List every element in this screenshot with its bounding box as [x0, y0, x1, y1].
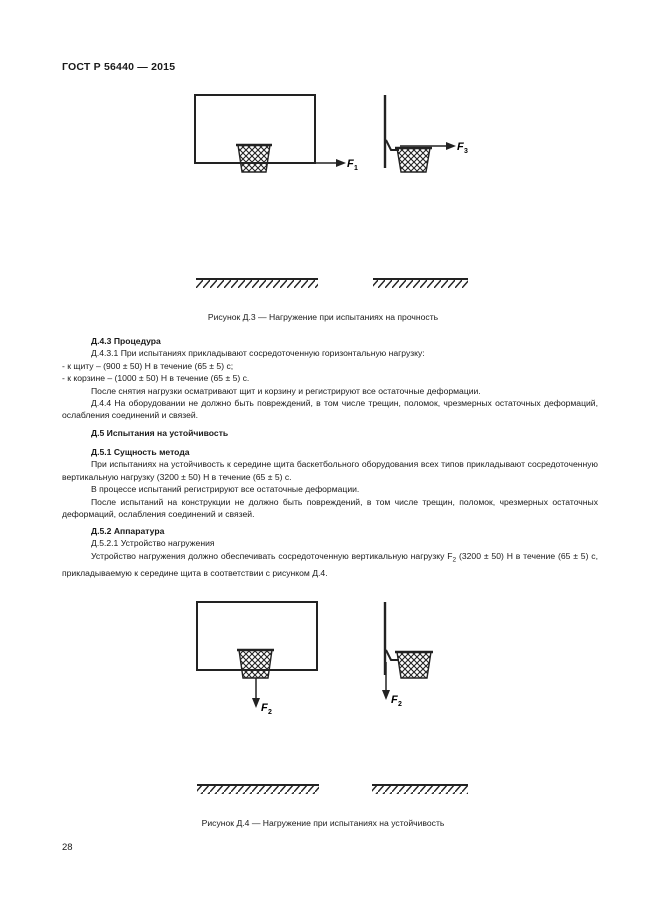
para-d521-body — [62, 550, 598, 580]
para-d521: Д.5.2.1 Устройство нагружения — [91, 538, 215, 549]
heading-d43: Д.4.3 Процедура — [91, 336, 161, 346]
heading-d5: Д.5 Испытания на устойчивость — [91, 428, 229, 438]
page-number: 28 — [62, 842, 73, 853]
label-f2-side: F — [391, 694, 398, 706]
basket-net-side-icon — [395, 148, 432, 172]
force-arrow-f1 — [266, 158, 358, 172]
text-block-d5 — [62, 427, 598, 439]
text-block-d52 — [62, 525, 598, 579]
text-block-d51 — [62, 446, 598, 520]
label-f2-front-sub: 2 — [268, 709, 272, 716]
label-f1-sub: 1 — [354, 165, 358, 172]
figure-d3 — [0, 0, 646, 310]
backboard-side-view — [385, 95, 399, 168]
para-d51-1: При испытаниях на устойчивость к середине щита баскетбольного оборудования всех типов прикладывают сосредоточенную вертикальную нагрузку (3200 ± 50) Н в течение (65 ± 5) с. — [62, 459, 598, 482]
label-f1: F — [347, 158, 354, 170]
figure-d4-caption: Рисунок Д.4 — Нагружение при испытаниях на устойчивость — [201, 818, 445, 828]
figure-d3-caption: Рисунок Д.3 — Нагружение при испытаниях на прочность — [207, 312, 439, 322]
para-d431-after: После снятия нагрузки осматривают щит и корзину и регистрируют все остаточные деформации. — [91, 385, 481, 396]
backboard-side-view-2 — [385, 602, 399, 675]
para-d521-text-a: Устройство нагружения должно обеспечивать сосредоточенную вертикальную нагрузку F — [91, 550, 453, 561]
ground-left — [196, 279, 318, 288]
label-f2-side-sub: 2 — [398, 701, 402, 708]
list-item-basket: - к корзине – (1000 ± 50) Н в течение (65 ± 5) с. — [62, 373, 250, 384]
para-d431: Д.4.3.1 При испытаниях прикладывают сосредоточенную горизонтальную нагрузку: — [91, 348, 425, 359]
force-arrow-f2-front — [252, 678, 272, 716]
para-d434: Д.4.4 На оборудовании не должно быть повреждений, в том числе трещин, поломок, чрезмерных остаточных деформаций, ослабления соединений и связей. — [62, 398, 598, 421]
text-block-d43 — [62, 335, 598, 422]
ground-right — [373, 279, 468, 288]
label-f2-front: F — [261, 702, 268, 714]
list-item-shield: - к щиту – (900 ± 50) Н в течение (65 ± 5) с; — [62, 360, 234, 371]
para-d51-2: В процессе испытаний регистрируют все остаточные деформации. — [91, 484, 360, 495]
document-header: ГОСТ Р 56440 — 2015 — [62, 61, 176, 73]
basket-net-icon-2 — [237, 650, 274, 678]
heading-d52: Д.5.2 Аппаратура — [91, 526, 165, 536]
para-d51-3: После испытаний на конструкции не должно быть повреждений, в том числе трещин, поломок, чрезмерных остаточных деформаций, ослабления соединений и связей. — [62, 496, 598, 520]
label-f3: F — [457, 141, 464, 153]
para-d521-sub: 2 — [452, 556, 457, 564]
para-d521-text-b: (3200 ± 50) Н в течение (65 ± 5) с, прикладываемую к середине щита в соответствии с рисунком Д.4. — [62, 550, 598, 578]
ground-left-2 — [197, 785, 319, 794]
basket-net-icon — [236, 145, 272, 172]
label-f3-sub: 3 — [464, 148, 468, 155]
heading-d51: Д.5.1 Сущность метода — [91, 447, 190, 457]
figure-d4 — [0, 590, 646, 810]
ground-right-2 — [372, 785, 468, 794]
basket-net-side-icon-2 — [395, 652, 433, 678]
